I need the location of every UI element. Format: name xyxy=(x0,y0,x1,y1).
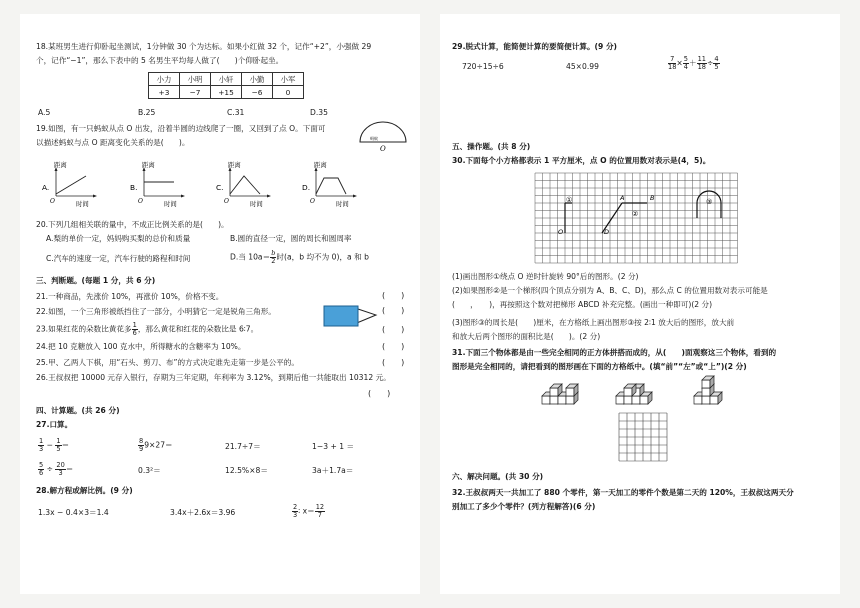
fraction-den: 9 xyxy=(139,445,144,453)
q21-answer-paren[interactable]: ( ) xyxy=(382,291,405,300)
calc-3: $\frac{7}{18}$ × $\frac{5}{4}$ ＋ $\frac{11}{18}$ ÷ $\frac{4}{5}$ xyxy=(668,55,719,71)
q18-option-b[interactable]: B.25 xyxy=(138,108,156,117)
fraction-den: 3 xyxy=(293,511,298,519)
grid-label-d: D xyxy=(604,228,610,236)
equation-1: 1.3x − 0.4×3＝1.4 xyxy=(38,508,109,517)
right-page xyxy=(440,14,840,594)
equation-2: 3.4x＋2.6x＝3.96 xyxy=(170,508,236,517)
q26-text: 26.王叔叔把 10000 元存入银行，存期为三年定期，年利率为 3.12%，到期后他一共能取出 10312 元。 xyxy=(36,373,391,382)
q20-option-c[interactable]: C.汽车的速度一定，汽车行驶的路程和时间 xyxy=(46,254,191,263)
fraction-num: 1 xyxy=(39,437,44,445)
q18-option-d[interactable]: D.35 xyxy=(310,108,328,117)
calc-2: 45×0.99 xyxy=(566,62,599,71)
covered-triangle-figure xyxy=(322,304,378,328)
table-cell: −6 xyxy=(242,86,273,99)
fraction-num: 4 xyxy=(714,55,719,63)
grid-label-o: O xyxy=(558,228,564,236)
eq3-mid: ∶ x＝ xyxy=(298,506,315,516)
fraction-den: 4 xyxy=(683,63,688,71)
q23-answer-paren[interactable]: ( ) xyxy=(382,325,405,334)
q28-title: 28.解方程或解比例。(9 分) xyxy=(36,486,133,495)
fraction-num: 8 xyxy=(139,437,144,445)
fraction-num: 5 xyxy=(39,461,44,469)
option-letter: C. xyxy=(216,183,224,192)
fraction-num: 5 xyxy=(683,55,688,63)
option-letter: D. xyxy=(302,183,311,192)
q23-post: ，那么黄花和红花的朵数比是 6∶7。 xyxy=(137,324,259,334)
q20-option-d[interactable] xyxy=(230,250,369,265)
calc-1: 720÷15÷6 xyxy=(462,62,504,71)
q30-part2-line2: ( ， )，再按照这个数对把梯形 ABCD 补充完整。(画出一种即可)(2 分) xyxy=(452,300,713,309)
q25-answer-paren[interactable]: ( ) xyxy=(382,358,405,367)
table-header: 小轩 xyxy=(211,73,242,86)
q32-text-line1: 32.王叔叔两天一共加工了 880 个零件，第一天加工的零件个数是第二天的 120%，王叔叔这两天分 xyxy=(452,488,794,497)
q18-option-c[interactable]: C.31 xyxy=(227,108,245,117)
x-axis-label: 时间 xyxy=(250,200,263,208)
origin-label: O xyxy=(50,198,55,205)
q26-answer-paren[interactable]: ( ) xyxy=(368,389,391,398)
fraction-num: 1 xyxy=(132,321,137,329)
q21-text: 21.一种商品，先涨价 10%，再涨价 10%，价格不变。 xyxy=(36,292,224,301)
q31-text-line1: 31.下面三个物体都是由一些完全相同的正方体拼搭而成的，从( )面观察这三个物体，看到的 xyxy=(452,348,777,357)
oral-b-rest: 9×27＝ xyxy=(144,440,173,450)
fraction-den: 3 xyxy=(58,469,63,477)
table-header: 小勤 xyxy=(242,73,273,86)
oral-c: 21.7÷7＝ xyxy=(225,442,261,451)
fraction-den: 5 xyxy=(56,445,61,453)
q29-title: 29.脱式计算，能简便计算的要简便计算。(9 分) xyxy=(452,42,618,51)
section-3-title: 三、判断题。(每题 1 分，共 6 分) xyxy=(36,276,156,285)
q19-graph-option-c[interactable] xyxy=(216,160,280,210)
grid-label-2: ② xyxy=(632,210,639,218)
grid-label-3: ③ xyxy=(706,198,713,206)
q18-text-line1: 18.某班男生进行仰卧起坐测试，1分钟做 30 个为达标。如果小红做 32 个，记作“+2”，小强做 29 xyxy=(36,42,372,51)
q19-graph-option-d[interactable] xyxy=(302,160,366,210)
q30-square-grid xyxy=(534,172,740,264)
fraction-num: 11 xyxy=(697,55,706,63)
ant-label: 蚂蚁 xyxy=(370,136,378,141)
option-letter: A. xyxy=(42,183,50,192)
y-axis-label: 距离 xyxy=(314,161,327,169)
q19-graph-option-a[interactable] xyxy=(42,160,106,210)
oral-a: $\frac{1}{3}$ − $\frac{1}{5}$ ＝ xyxy=(39,437,70,453)
left-page xyxy=(20,14,420,594)
table-cell: +15 xyxy=(211,86,242,99)
q25-text: 25.甲、乙两人下棋，用“石头、剪刀、布”的方式决定谁先走第一步是公平的。 xyxy=(36,358,299,367)
x-axis-label: 时间 xyxy=(164,200,177,208)
x-axis-label: 时间 xyxy=(336,200,349,208)
oral-e: $\frac{5}{6}$ ÷ $\frac{20}{3}$ ＝ xyxy=(39,461,74,477)
q20-option-a[interactable]: A.梨的单价一定，妈妈购买梨的总价和质量 xyxy=(46,234,191,243)
equation-3 xyxy=(292,504,325,519)
grid-label-b: B xyxy=(650,194,655,202)
fraction-den: 2 xyxy=(271,257,276,265)
table-cell: −7 xyxy=(180,86,211,99)
fraction-den: 5 xyxy=(714,63,719,71)
section-6-title: 六、解决问题。(共 30 分) xyxy=(452,472,544,481)
fraction-den: 6 xyxy=(39,469,44,477)
q30-part3-line1: (3)图形③的周长是( )厘米，在方格纸上画出图形③按 2∶1 放大后的图形，放大前 xyxy=(452,318,735,327)
q22-text: 22.如图，一个三角形被纸挡住了一部分，小明猜它一定是锐角三角形。 xyxy=(36,307,276,316)
table-header: 小力 xyxy=(149,73,180,86)
fraction-num: 7 xyxy=(668,56,676,64)
q18-option-a[interactable]: A.5 xyxy=(38,108,51,117)
table-cell: +3 xyxy=(149,86,180,99)
q18-table xyxy=(148,72,304,99)
q23-pre: 23.如果红花的朵数比黄花多 xyxy=(36,324,132,334)
q20-text: 20.下列几组相关联的量中，不成正比例关系的是( )。 xyxy=(36,220,229,229)
q18-text-line2: 个，记作“−1”，那么下表中的 5 名男生平均每人做了( )个仰卧起坐。 xyxy=(36,56,284,65)
grid-label-a: A xyxy=(620,194,625,202)
fraction-num: 1 xyxy=(56,437,61,445)
fraction-num: 12 xyxy=(315,503,325,511)
q23-text xyxy=(36,322,258,337)
q30-part1: (1)画出图形①绕点 O 逆时针旋转 90°后的图形。(2 分) xyxy=(452,272,639,281)
table-header: 小明 xyxy=(180,73,211,86)
section-5-title: 五、操作题。(共 8 分) xyxy=(452,142,531,151)
svg-text:O: O xyxy=(380,145,386,152)
q27-title: 27.口算。 xyxy=(36,420,73,429)
q24-answer-paren[interactable]: ( ) xyxy=(382,342,405,351)
x-axis-label: 时间 xyxy=(76,200,89,208)
fraction-num: 20 xyxy=(56,461,65,469)
q22-answer-paren[interactable]: ( ) xyxy=(382,306,405,315)
q20-d-pre: D.当 10a＝ xyxy=(230,252,271,262)
q19-text-line1: 19.如图，有一只蚂蚁从点 O 出发，沿着半圆的边线爬了一圈，又回到了点 O。下面可 xyxy=(36,124,326,133)
fraction-den: 18 xyxy=(697,63,706,71)
y-axis-label: 距离 xyxy=(228,161,241,169)
q19-graph-option-b[interactable] xyxy=(130,160,194,210)
q20-d-post: 时(a，b 均不为 0)，a 和 b xyxy=(276,252,369,262)
fraction-den: 7 xyxy=(317,511,322,519)
q31-text-line2: 图形是完全相同的，请把看到的图形画在下面的方格纸中。(填“前”“左”或“上”)(2 分) xyxy=(452,362,747,371)
q19-text-line2: 以描述蚂蚁与点 O 距离变化关系的是( )。 xyxy=(36,138,190,147)
option-letter: B. xyxy=(130,183,138,192)
origin-label: O xyxy=(224,198,229,205)
q20-option-b[interactable]: B.圆的直径一定，圆的周长和圆周率 xyxy=(230,234,352,243)
origin-label: O xyxy=(310,198,315,205)
oral-h: 3a＋1.7a＝ xyxy=(312,466,354,475)
table-cell: 0 xyxy=(273,86,304,99)
y-axis-label: 距离 xyxy=(54,161,67,169)
q24-text: 24.把 10 克糖放入 100 克水中，所得糖水的含糖率为 10%。 xyxy=(36,342,246,351)
y-axis-label: 距离 xyxy=(142,161,155,169)
oral-g: 12.5%×8＝ xyxy=(225,466,268,475)
q30-part3-line2: 和放大后两个图形的面积比是( )。(2 分) xyxy=(452,332,601,341)
fraction-den: 3 xyxy=(39,445,44,453)
origin-label: O xyxy=(138,198,143,205)
table-header: 小军 xyxy=(273,73,304,86)
section-4-title: 四、计算题。(共 26 分) xyxy=(36,406,120,415)
q31-answer-grid[interactable] xyxy=(618,412,670,464)
grid-label-1: ① xyxy=(566,196,573,204)
semicircle-figure xyxy=(356,118,410,152)
oral-d: 1−3 + 1 ＝ xyxy=(312,442,355,451)
oral-f: 0.3²＝ xyxy=(138,466,161,475)
fraction-num: b xyxy=(271,249,276,257)
q30-part2-line1: (2)如果图形②是一个梯形(四个顶点分别为 A、B、C、D)，那么点 C 的位置用数对表示可能是 xyxy=(452,286,768,295)
q32-text-line2: 别加工了多少个零件？(列方程解答)(6 分) xyxy=(452,502,596,511)
fraction-den: 6 xyxy=(132,329,137,337)
oral-b xyxy=(138,438,173,453)
cube-objects-figure xyxy=(536,374,746,410)
q30-title: 30.下面每个小方格都表示 1 平方厘米，点 O 的位置用数对表示是(4，5)。 xyxy=(452,156,711,165)
fraction-num: 2 xyxy=(293,503,298,511)
fraction-den: 18 xyxy=(668,63,677,71)
